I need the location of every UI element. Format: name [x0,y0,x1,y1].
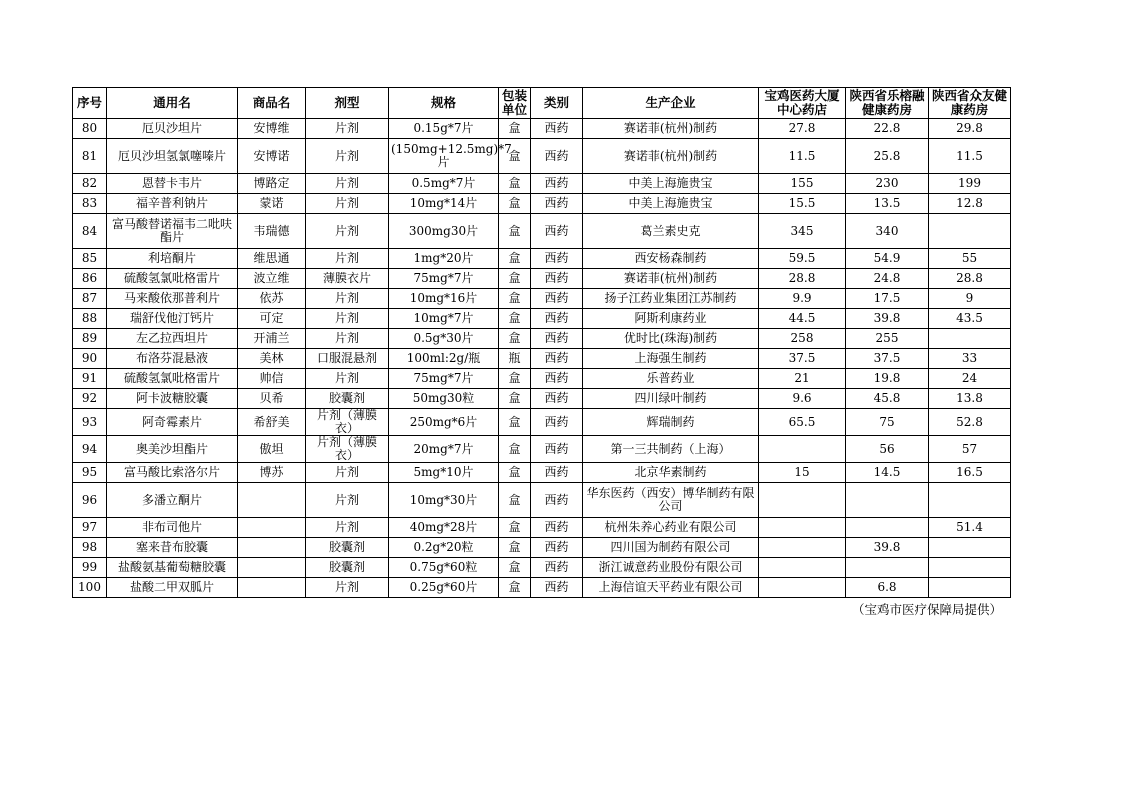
row-no-cell: 88 [73,309,107,329]
price-store3-cell: 57 [929,436,1011,463]
row-no-cell: 81 [73,139,107,174]
price-store2-cell: 56 [846,436,929,463]
brand-name-cell: 希舒美 [238,409,306,436]
price-store3-cell: 199 [929,174,1011,194]
row-no-cell: 95 [73,463,107,483]
table-row [73,409,1011,436]
price-store2-cell: 45.8 [846,389,929,409]
price-store1-cell: 258 [759,329,846,349]
price-store2-cell [846,483,929,518]
generic-name-cell: 奥美沙坦酯片 [107,436,238,463]
dosage-form-cell: 胶囊剂 [306,558,389,578]
specification-cell: 300mg30片 [389,214,499,249]
package-unit-cell: 盒 [499,214,531,249]
price-store1-cell: 37.5 [759,349,846,369]
dosage-form-cell: 片剂 [306,174,389,194]
specification-cell: 50mg30粒 [389,389,499,409]
specification-cell: 0.25g*60片 [389,578,499,598]
header-cell-maker: 生产企业 [583,88,759,119]
price-store2-cell [846,518,929,538]
manufacturer-cell: 辉瑞制药 [583,409,759,436]
row-no-cell: 94 [73,436,107,463]
price-store1-cell [759,538,846,558]
generic-name-cell: 厄贝沙坦片 [107,119,238,139]
price-store2-cell: 75 [846,409,929,436]
package-unit-cell: 盒 [499,269,531,289]
generic-name-cell: 盐酸氨基葡萄糖胶囊 [107,558,238,578]
category-cell: 西药 [531,329,583,349]
price-store1-cell: 11.5 [759,139,846,174]
generic-name-cell: 厄贝沙坦氢氯噻嗪片 [107,139,238,174]
specification-cell: 10mg*16片 [389,289,499,309]
row-no-cell: 100 [73,578,107,598]
price-store3-cell: 43.5 [929,309,1011,329]
price-store2-cell: 25.8 [846,139,929,174]
package-unit-cell: 盒 [499,289,531,309]
generic-name-cell: 利培酮片 [107,249,238,269]
dosage-form-cell: 片剂（薄膜衣） [306,409,389,436]
header-row [73,88,1011,119]
price-store3-cell: 29.8 [929,119,1011,139]
category-cell: 西药 [531,369,583,389]
specification-cell: 0.2g*20粒 [389,538,499,558]
specification-cell: 0.5mg*7片 [389,174,499,194]
table-row [73,369,1011,389]
brand-name-cell [238,518,306,538]
table-row [73,329,1011,349]
manufacturer-cell: 北京华素制药 [583,463,759,483]
price-store2-cell: 255 [846,329,929,349]
package-unit-cell: 盒 [499,139,531,174]
category-cell: 西药 [531,349,583,369]
brand-name-cell: 贝希 [238,389,306,409]
dosage-form-cell: 片剂 [306,309,389,329]
category-cell: 西药 [531,269,583,289]
price-store1-cell: 59.5 [759,249,846,269]
specification-cell: 100ml:2g/瓶 [389,349,499,369]
manufacturer-cell: 优时比(珠海)制药 [583,329,759,349]
brand-name-cell: 维思通 [238,249,306,269]
source-note: （宝鸡市医疗保障局提供） [852,602,1003,617]
price-store2-cell: 54.9 [846,249,929,269]
row-no-cell: 89 [73,329,107,349]
row-no-cell: 96 [73,483,107,518]
header-cell-generic: 通用名 [107,88,238,119]
dosage-form-cell: 片剂 [306,249,389,269]
table-row [73,538,1011,558]
generic-name-cell: 非布司他片 [107,518,238,538]
manufacturer-cell: 四川绿叶制药 [583,389,759,409]
row-no-cell: 91 [73,369,107,389]
category-cell: 西药 [531,309,583,329]
table-row [73,558,1011,578]
table-row [73,349,1011,369]
generic-name-cell: 马来酸依那普利片 [107,289,238,309]
category-cell: 西药 [531,558,583,578]
table-row [73,389,1011,409]
category-cell: 西药 [531,139,583,174]
price-store3-cell [929,329,1011,349]
brand-name-cell: 安博维 [238,119,306,139]
row-no-cell: 83 [73,194,107,214]
price-store2-cell: 6.8 [846,578,929,598]
generic-name-cell: 富马酸替诺福韦二吡呋酯片 [107,214,238,249]
package-unit-cell: 盒 [499,119,531,139]
brand-name-cell: 开浦兰 [238,329,306,349]
header-cell-brand: 商品名 [238,88,306,119]
price-store1-cell: 15.5 [759,194,846,214]
price-store1-cell [759,518,846,538]
package-unit-cell: 盒 [499,409,531,436]
brand-name-cell: 博苏 [238,463,306,483]
category-cell: 西药 [531,214,583,249]
manufacturer-cell: 赛诺菲(杭州)制药 [583,119,759,139]
manufacturer-cell: 上海强生制药 [583,349,759,369]
row-no-cell: 98 [73,538,107,558]
table-row [73,174,1011,194]
price-store1-cell: 9.6 [759,389,846,409]
manufacturer-cell: 浙江诚意药业股份有限公司 [583,558,759,578]
package-unit-cell: 盒 [499,329,531,349]
category-cell: 西药 [531,518,583,538]
table-row [73,119,1011,139]
table-row [73,249,1011,269]
generic-name-cell: 左乙拉西坦片 [107,329,238,349]
table-row [73,518,1011,538]
specification-cell: 75mg*7片 [389,269,499,289]
package-unit-cell: 盒 [499,518,531,538]
price-store1-cell [759,558,846,578]
row-no-cell: 85 [73,249,107,269]
generic-name-cell: 阿奇霉素片 [107,409,238,436]
specification-cell: 10mg*7片 [389,309,499,329]
dosage-form-cell: 片剂（薄膜衣） [306,436,389,463]
dosage-form-cell: 片剂 [306,194,389,214]
price-store3-cell: 13.8 [929,389,1011,409]
table-row [73,289,1011,309]
price-store2-cell: 230 [846,174,929,194]
package-unit-cell: 盒 [499,578,531,598]
price-store2-cell: 13.5 [846,194,929,214]
price-store2-cell: 39.8 [846,309,929,329]
brand-name-cell: 依苏 [238,289,306,309]
specification-cell: 0.15g*7片 [389,119,499,139]
category-cell: 西药 [531,389,583,409]
brand-name-cell [238,558,306,578]
category-cell: 西药 [531,578,583,598]
manufacturer-cell: 赛诺菲(杭州)制药 [583,269,759,289]
dosage-form-cell: 片剂 [306,463,389,483]
generic-name-cell: 福辛普利钠片 [107,194,238,214]
price-store1-cell: 28.8 [759,269,846,289]
dosage-form-cell: 薄膜衣片 [306,269,389,289]
price-store2-cell [846,558,929,578]
price-store1-cell: 9.9 [759,289,846,309]
brand-name-cell [238,578,306,598]
manufacturer-cell: 杭州朱养心药业有限公司 [583,518,759,538]
specification-cell: 10mg*14片 [389,194,499,214]
brand-name-cell: 蒙诺 [238,194,306,214]
brand-name-cell: 傲坦 [238,436,306,463]
generic-name-cell: 硫酸氢氯吡格雷片 [107,269,238,289]
category-cell: 西药 [531,463,583,483]
dosage-form-cell: 片剂 [306,369,389,389]
category-cell: 西药 [531,409,583,436]
manufacturer-cell: 中美上海施贵宝 [583,194,759,214]
dosage-form-cell: 片剂 [306,139,389,174]
package-unit-cell: 盒 [499,538,531,558]
table-row [73,436,1011,463]
specification-cell: 40mg*28片 [389,518,499,538]
specification-cell: 250mg*6片 [389,409,499,436]
category-cell: 西药 [531,194,583,214]
price-store3-cell [929,558,1011,578]
package-unit-cell: 盒 [499,249,531,269]
price-store3-cell: 55 [929,249,1011,269]
package-unit-cell: 盒 [499,389,531,409]
row-no-cell: 87 [73,289,107,309]
category-cell: 西药 [531,538,583,558]
generic-name-cell: 塞来昔布胶囊 [107,538,238,558]
price-store3-cell: 12.8 [929,194,1011,214]
manufacturer-cell: 第一三共制药（上海） [583,436,759,463]
generic-name-cell: 恩替卡韦片 [107,174,238,194]
price-store3-cell: 51.4 [929,518,1011,538]
package-unit-cell: 盒 [499,369,531,389]
manufacturer-cell: 四川国为制药有限公司 [583,538,759,558]
table-row [73,463,1011,483]
row-no-cell: 93 [73,409,107,436]
price-store2-cell: 17.5 [846,289,929,309]
drug-price-table [72,87,1011,598]
brand-name-cell [238,538,306,558]
dosage-form-cell: 片剂 [306,289,389,309]
header-cell-type: 类别 [531,88,583,119]
header-cell-no: 序号 [73,88,107,119]
price-store3-cell: 52.8 [929,409,1011,436]
package-unit-cell: 盒 [499,463,531,483]
table-row [73,214,1011,249]
package-unit-cell: 瓶 [499,349,531,369]
dosage-form-cell: 胶囊剂 [306,389,389,409]
brand-name-cell: 美林 [238,349,306,369]
dosage-form-cell: 片剂 [306,483,389,518]
category-cell: 西药 [531,119,583,139]
generic-name-cell: 硫酸氢氯吡格雷片 [107,369,238,389]
price-store2-cell: 22.8 [846,119,929,139]
manufacturer-cell: 西安杨森制药 [583,249,759,269]
brand-name-cell: 博路定 [238,174,306,194]
manufacturer-cell: 阿斯利康药业 [583,309,759,329]
manufacturer-cell: 乐普药业 [583,369,759,389]
header-cell-store2: 陕西省乐榕融健康药房 [846,88,929,119]
manufacturer-cell: 华东医药（西安）博华制药有限公司 [583,483,759,518]
price-store1-cell: 15 [759,463,846,483]
price-store3-cell: 16.5 [929,463,1011,483]
generic-name-cell: 布洛芬混悬液 [107,349,238,369]
price-store3-cell: 28.8 [929,269,1011,289]
generic-name-cell: 盐酸二甲双胍片 [107,578,238,598]
price-store1-cell [759,483,846,518]
dosage-form-cell: 片剂 [306,119,389,139]
brand-name-cell: 波立维 [238,269,306,289]
row-no-cell: 82 [73,174,107,194]
category-cell: 西药 [531,436,583,463]
manufacturer-cell: 赛诺菲(杭州)制药 [583,139,759,174]
price-store2-cell: 24.8 [846,269,929,289]
package-unit-cell: 盒 [499,194,531,214]
brand-name-cell: 安博诺 [238,139,306,174]
price-store1-cell: 345 [759,214,846,249]
dosage-form-cell: 片剂 [306,518,389,538]
brand-name-cell: 韦瑞德 [238,214,306,249]
package-unit-cell: 盒 [499,436,531,463]
price-store1-cell: 65.5 [759,409,846,436]
category-cell: 西药 [531,174,583,194]
specification-cell: 5mg*10片 [389,463,499,483]
generic-name-cell: 阿卡波糖胶囊 [107,389,238,409]
row-no-cell: 99 [73,558,107,578]
price-store3-cell [929,578,1011,598]
table-row [73,309,1011,329]
generic-name-cell: 多潘立酮片 [107,483,238,518]
price-store1-cell: 21 [759,369,846,389]
price-store3-cell: 24 [929,369,1011,389]
price-store2-cell: 37.5 [846,349,929,369]
row-no-cell: 97 [73,518,107,538]
brand-name-cell [238,483,306,518]
price-store3-cell: 9 [929,289,1011,309]
price-store3-cell: 33 [929,349,1011,369]
table-row [73,578,1011,598]
dosage-form-cell: 片剂 [306,578,389,598]
manufacturer-cell: 扬子江药业集团江苏制药 [583,289,759,309]
price-store3-cell [929,483,1011,518]
specification-cell: 75mg*7片 [389,369,499,389]
generic-name-cell: 瑞舒伐他汀钙片 [107,309,238,329]
table-row [73,269,1011,289]
table-row [73,139,1011,174]
price-store1-cell: 155 [759,174,846,194]
row-no-cell: 90 [73,349,107,369]
price-store3-cell: 11.5 [929,139,1011,174]
price-store1-cell: 44.5 [759,309,846,329]
specification-cell: 1mg*20片 [389,249,499,269]
manufacturer-cell: 葛兰素史克 [583,214,759,249]
price-store1-cell [759,436,846,463]
package-unit-cell: 盒 [499,174,531,194]
price-store1-cell [759,578,846,598]
price-store1-cell: 27.8 [759,119,846,139]
brand-name-cell: 帅信 [238,369,306,389]
specification-cell: (150mg+12.5mg)*7片 [389,139,499,174]
specification-cell: 10mg*30片 [389,483,499,518]
package-unit-cell: 盒 [499,309,531,329]
table-body [73,119,1011,598]
manufacturer-cell: 中美上海施贵宝 [583,174,759,194]
header-cell-store1: 宝鸡医药大厦中心药店 [759,88,846,119]
price-store2-cell: 14.5 [846,463,929,483]
manufacturer-cell: 上海信谊天平药业有限公司 [583,578,759,598]
header-cell-unit: 包装单位 [499,88,531,119]
header-cell-spec: 规格 [389,88,499,119]
dosage-form-cell: 片剂 [306,329,389,349]
price-store2-cell: 39.8 [846,538,929,558]
header-cell-form: 剂型 [306,88,389,119]
dosage-form-cell: 胶囊剂 [306,538,389,558]
specification-cell: 0.75g*60粒 [389,558,499,578]
category-cell: 西药 [531,289,583,309]
row-no-cell: 86 [73,269,107,289]
category-cell: 西药 [531,249,583,269]
row-no-cell: 92 [73,389,107,409]
row-no-cell: 84 [73,214,107,249]
table-row [73,194,1011,214]
specification-cell: 20mg*7片 [389,436,499,463]
table-row [73,483,1011,518]
row-no-cell: 80 [73,119,107,139]
price-store3-cell [929,214,1011,249]
dosage-form-cell: 口服混悬剂 [306,349,389,369]
price-store2-cell: 340 [846,214,929,249]
dosage-form-cell: 片剂 [306,214,389,249]
category-cell: 西药 [531,483,583,518]
generic-name-cell: 富马酸比索洛尔片 [107,463,238,483]
price-store3-cell [929,538,1011,558]
package-unit-cell: 盒 [499,483,531,518]
package-unit-cell: 盒 [499,558,531,578]
specification-cell: 0.5g*30片 [389,329,499,349]
header-cell-store3: 陕西省众友健康药房 [929,88,1011,119]
price-store2-cell: 19.8 [846,369,929,389]
brand-name-cell: 可定 [238,309,306,329]
